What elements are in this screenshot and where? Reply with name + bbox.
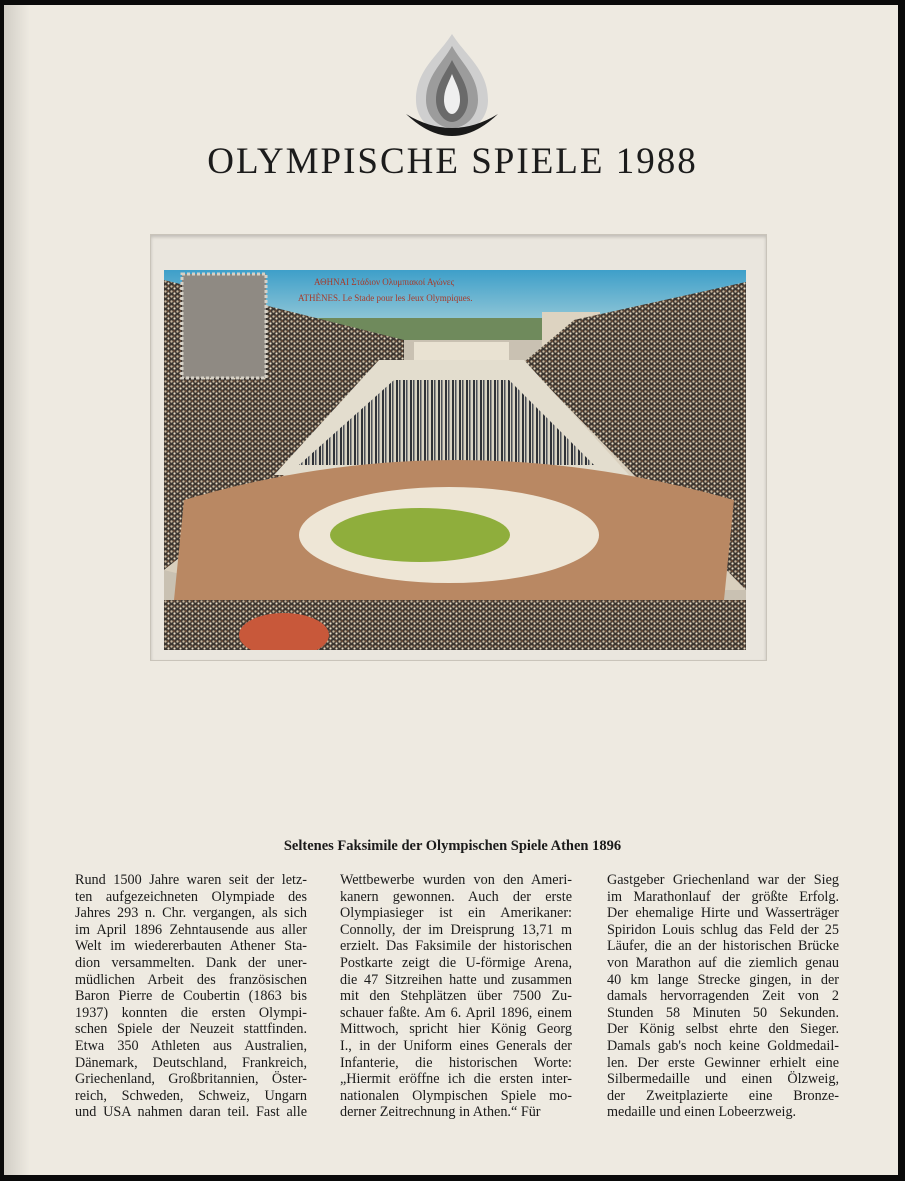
text-line: kanern gewonnen. Auch der erste bbox=[340, 888, 572, 905]
text-line: im Marathonlauf der größte Erfolg. bbox=[607, 888, 839, 905]
text-line: Jahres 293 n. Chr. vergangen, als sich bbox=[75, 905, 307, 922]
text-line: und USA nahmen daran teil. Fast alle bbox=[75, 1104, 307, 1121]
stadium-postcard bbox=[164, 270, 746, 650]
text-line: dion versammelten. Dank der uner- bbox=[75, 954, 307, 971]
article-column-2 bbox=[340, 872, 572, 1121]
text-line: damals hervorragenden Zeit von 2 bbox=[607, 988, 839, 1005]
text-line: Connolly, der im Dreisprung 13,71 m bbox=[340, 921, 572, 938]
text-line: Rund 1500 Jahre waren seit der letz- bbox=[75, 872, 307, 888]
text-line: Stunden 58 Minuten 50 Sekunden. bbox=[607, 1004, 839, 1021]
text-line: im April 1896 Zehntausende aus aller bbox=[75, 921, 307, 938]
text-line: Griechenland, Großbritannien, Öster- bbox=[75, 1071, 307, 1088]
postcard-caption-french: ATHÈNES. Le Stade pour les Jeux Olympiques. bbox=[298, 293, 473, 303]
text-line: Der ehemalige Hirte und Wasserträger bbox=[607, 905, 839, 922]
text-line: müdlichen Arbeit des französischen bbox=[75, 971, 307, 988]
text-line: der Zweitplazierte eine Bronze- bbox=[607, 1087, 839, 1104]
text-line: reich, Schweden, Schweiz, Ungarn bbox=[75, 1087, 307, 1104]
text-line: schen Spiele der Neuzeit stattfinden. bbox=[75, 1021, 307, 1038]
postcard-caption-greek: ΑΘΗΝΑΙ Στάδιον Ολυμπιακοί Αγώνες bbox=[314, 277, 455, 287]
text-line: Olympiasieger ist ein Amerikaner: bbox=[340, 905, 572, 922]
text-line: len. Der erste Gewinner erhielt eine bbox=[607, 1054, 839, 1071]
text-line: Postkarte zeigt die U-förmige Arena, bbox=[340, 954, 572, 971]
text-line: Silbermedaille und einen Ölzweig, bbox=[607, 1071, 839, 1088]
text-line: I., in der Uniform eines Generals der bbox=[340, 1037, 572, 1054]
text-line: Der König selbst ehrte den Sieger. bbox=[607, 1021, 839, 1038]
text-line: 1937) konnten die ersten Olympi- bbox=[75, 1004, 307, 1021]
text-line: Gastgeber Griechenland war der Sieg bbox=[607, 872, 839, 888]
article-column-1 bbox=[75, 872, 307, 1121]
text-line: 40 km lange Strecke gingen, in der bbox=[607, 971, 839, 988]
text-line: nationalen Olympischen Spiele mo- bbox=[340, 1087, 572, 1104]
text-line: Damals gab's noch keine Goldmedail- bbox=[607, 1037, 839, 1054]
text-line: schauer faßte. Am 6. April 1896, einem bbox=[340, 1004, 572, 1021]
text-line: Baron Pierre de Coubertin (1863 bis bbox=[75, 988, 307, 1005]
article-title: Seltenes Faksimile der Olympischen Spiele Athen 1896 bbox=[283, 838, 622, 854]
text-line: Mittwoch, spricht hier König Georg bbox=[340, 1021, 572, 1038]
text-line: Wettbewerbe wurden von den Ameri- bbox=[340, 872, 572, 888]
text-line: Dänemark, Deutschland, Frankreich, bbox=[75, 1054, 307, 1071]
text-line: von Marathon auf die ziemlich genau bbox=[607, 954, 839, 971]
text-line: erzielt. Das Faksimile der historischen bbox=[340, 938, 572, 955]
text-line: „Hiermit eröffne ich die ersten inter- bbox=[340, 1071, 572, 1088]
page-title: OLYMPISCHE SPIELE 1988 bbox=[207, 141, 698, 182]
text-line: ten aufgezeichneten Olympiade des bbox=[75, 888, 307, 905]
text-line: mit den Stehplätzen über 7500 Zu- bbox=[340, 988, 572, 1005]
text-line: die 47 Sitzreihen hatte und zusammen bbox=[340, 971, 572, 988]
text-line: Läufer, die an der historischen Brücke bbox=[607, 938, 839, 955]
text-line: Welt im wiedererbauten Athener Sta- bbox=[75, 938, 307, 955]
text-line: medaille und einen Lobeerzweig. bbox=[607, 1104, 797, 1121]
olympic-flame-logo bbox=[402, 30, 502, 142]
text-line: derner Zeitrechnung in Athen.“ Für bbox=[340, 1104, 541, 1121]
text-line: Spiridon Louis schlug das Feld der 25 bbox=[607, 921, 839, 938]
text-line: Infanterie, die historischen Worte: bbox=[340, 1054, 572, 1071]
article-column-3 bbox=[607, 872, 839, 1121]
text-line: Etwa 350 Athleten aus Australien, bbox=[75, 1037, 307, 1054]
